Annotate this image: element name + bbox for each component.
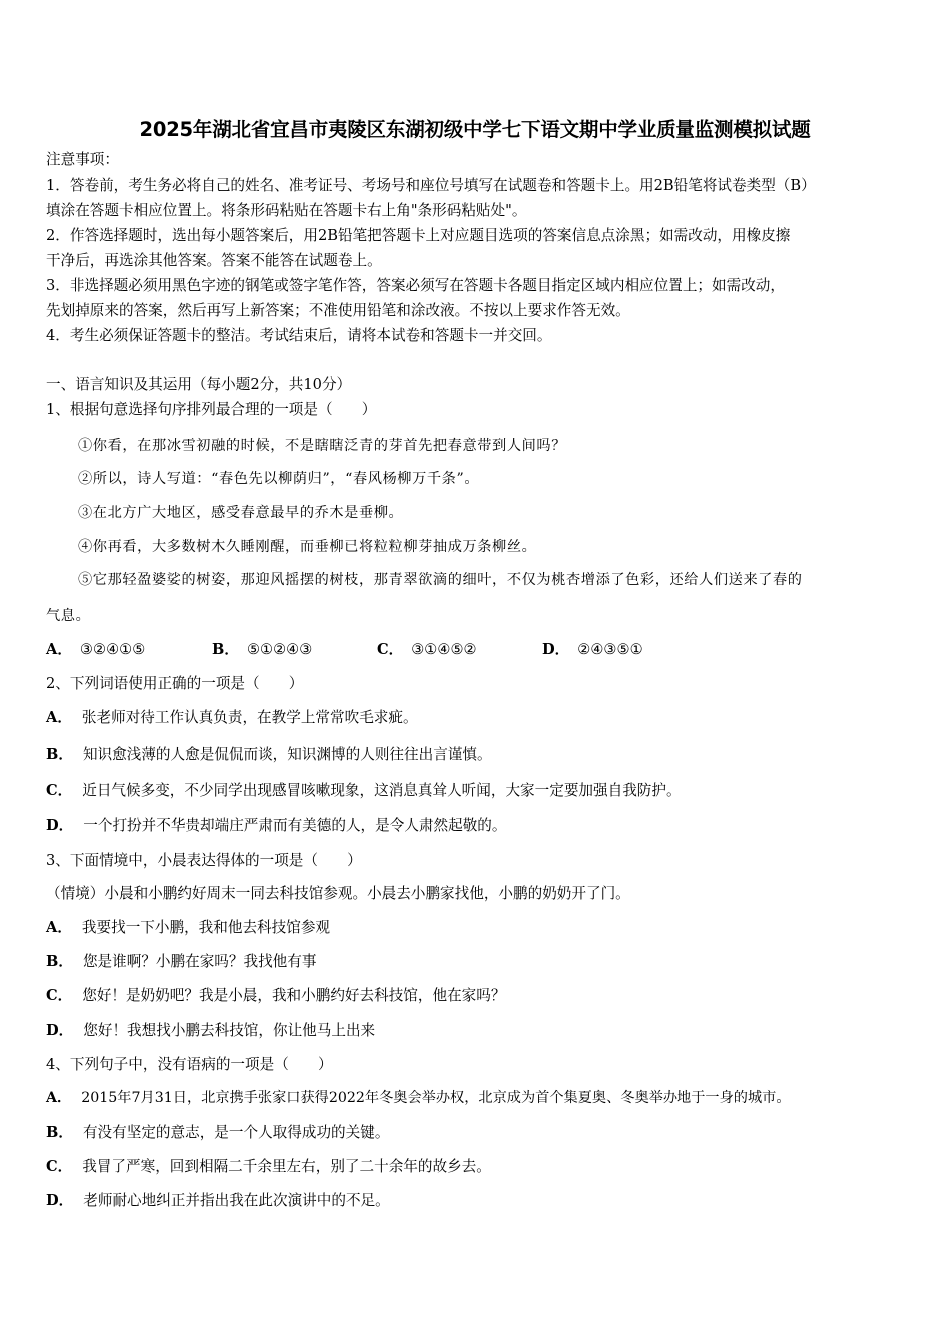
option-label: D． [46, 1192, 74, 1209]
option-label: C． [46, 987, 73, 1004]
option-text: 一个打扮并不华贵却端庄严肃而有美德的人，是令人肃然起敬的。 [83, 817, 507, 834]
sentence-item: ②所以，诗人写道：“春色先以柳荫归”，“春风杨柳万千条”。 [78, 471, 480, 487]
option-text: 有没有坚定的意志，是一个人取得成功的关键。 [82, 1124, 390, 1141]
option-text: ⑤①②④③ [246, 641, 313, 658]
notice-line: 先划掉原来的答案，然后再写上新答案；不准使用铅笔和涂改液。不按以上要求作答无效。 [46, 302, 630, 319]
option-d[interactable] [46, 1191, 390, 1211]
notice-line: 3．非选择题必须用黑色字迹的钢笔或签字笔作答，答案必须写在答题卡各题目指定区域内相应位置上；如需改动， [46, 277, 785, 294]
option-label: B． [46, 746, 73, 763]
sentence-item: ⑤它那轻盈婆娑的树姿，那迎风摇摆的树枝，那青翠欲滴的细叶，不仅为桃杏增添了色彩，还给人们送来了春的 [78, 572, 803, 588]
page-title: 2025年湖北省宜昌市夷陵区东湖初级中学七下语文期中学业质量监测模拟试题 [139, 118, 811, 141]
option-text: 我要找一下小鹏，我和他去科技馆参观 [81, 919, 331, 936]
option-label: D． [46, 817, 74, 834]
question-stem: 3、下面情境中，小晨表达得体的一项是（ ） [46, 852, 362, 869]
option-a[interactable] [46, 1088, 791, 1108]
notice-line: 4．考生必须保证答题卡的整洁。考试结束后，请将本试卷和答题卡一并交回。 [46, 327, 552, 344]
option-c[interactable] [377, 640, 477, 660]
option-d[interactable] [542, 640, 643, 660]
option-b[interactable] [46, 1123, 389, 1143]
option-text: ③②④①⑤ [79, 641, 146, 658]
option-d[interactable] [46, 1021, 375, 1041]
option-label: D． [46, 1022, 74, 1039]
option-a[interactable] [46, 918, 330, 938]
option-text: 知识愈浅薄的人愈是侃侃而谈，知识渊博的人则往往出言谨慎。 [82, 746, 492, 763]
option-label: D． [542, 641, 570, 658]
option-text: 张老师对待工作认真负责，在教学上常常吹毛求疵。 [81, 709, 418, 726]
notice-line: 2．作答选择题时，选出每小题答案后，用2B铅笔把答题卡上对应题目选项的答案信息点涂黑；如需改动，用橡皮擦 [46, 227, 791, 244]
option-text: 您好！是奶奶吧？我是小晨，我和小鹏约好去科技馆，他在家吗？ [82, 987, 506, 1004]
question-stem: 1、根据句意选择句序排列最合理的一项是（ ） [46, 401, 377, 418]
option-b[interactable] [212, 640, 312, 660]
option-c[interactable] [46, 781, 681, 801]
notice-heading: 注意事项： [46, 151, 119, 168]
option-c[interactable] [46, 1157, 491, 1177]
notice-line: 填涂在答题卡相应位置上。将条形码粘贴在答题卡右上角"条形码粘贴处"。 [46, 202, 527, 219]
option-label: B． [212, 641, 239, 658]
sentence-item: ④你再看，大多数树木久睡刚醒，而垂柳已将粒粒柳芽抽成万条柳丝。 [78, 539, 537, 555]
option-a[interactable] [46, 708, 418, 728]
option-text: 近日气候多变，不少同学出现感冒咳嗽现象，这消息真耸人听闻，大家一定要加强自我防护。 [82, 782, 681, 799]
option-label: B． [46, 953, 73, 970]
option-b[interactable] [46, 745, 492, 765]
option-label: C． [377, 641, 404, 658]
option-text: ②④③⑤① [577, 641, 643, 658]
sentence-tail: 气息。 [46, 608, 91, 624]
option-text: ③①④⑤② [411, 641, 477, 658]
section-heading: 一、语言知识及其运用（每小题2分，共10分） [46, 376, 352, 393]
notice-line: 1．答卷前，考生务必将自己的姓名、准考证号、考场号和座位号填写在试题卷和答题卡上。用2B铅笔将试卷类型（B） [46, 177, 816, 194]
sentence-item: ①你看，在那冰雪初融的时候，不是瞎瞎泛青的芽首先把春意带到人间吗？ [78, 438, 566, 454]
notice-line: 干净后，再选涂其他答案。答案不能答在试题卷上。 [46, 252, 382, 269]
option-c[interactable] [46, 986, 505, 1006]
option-label: A． [46, 641, 72, 658]
option-label: A． [46, 1090, 72, 1106]
option-text: 您是谁啊？小鹏在家吗？我找他有事 [82, 953, 317, 970]
question-stem: 2、下列词语使用正确的一项是（ ） [46, 675, 304, 692]
question-context: （情境）小晨和小鹏约好周末一同去科技馆参观。小晨去小鹏家找他，小鹏的奶奶开了门。 [46, 885, 630, 902]
question-stem: 4、下列句子中，没有语病的一项是（ ） [46, 1056, 333, 1073]
option-label: B． [46, 1124, 73, 1141]
option-b[interactable] [46, 952, 316, 972]
option-label: A． [46, 919, 72, 936]
sentence-item: ③在北方广大地区，感受春意最早的乔木是垂柳。 [78, 505, 404, 521]
option-text: 我冒了严寒，回到相隔二千余里左右，别了二十余年的故乡去。 [82, 1158, 491, 1175]
option-label: C． [46, 782, 73, 799]
option-label: C． [46, 1158, 73, 1175]
option-text: 2015年7月31日，北京携手张家口获得2022年冬奥会举办权，北京成为首个集夏奥、冬奥举办地于一身的城市。 [81, 1090, 791, 1106]
option-a[interactable] [46, 640, 145, 660]
option-label: A． [46, 709, 72, 726]
option-text: 老师耐心地纠正并指出我在此次演讲中的不足。 [83, 1192, 390, 1209]
option-d[interactable] [46, 816, 506, 836]
option-text: 您好！我想找小鹏去科技馆，你让他马上出来 [83, 1022, 376, 1039]
